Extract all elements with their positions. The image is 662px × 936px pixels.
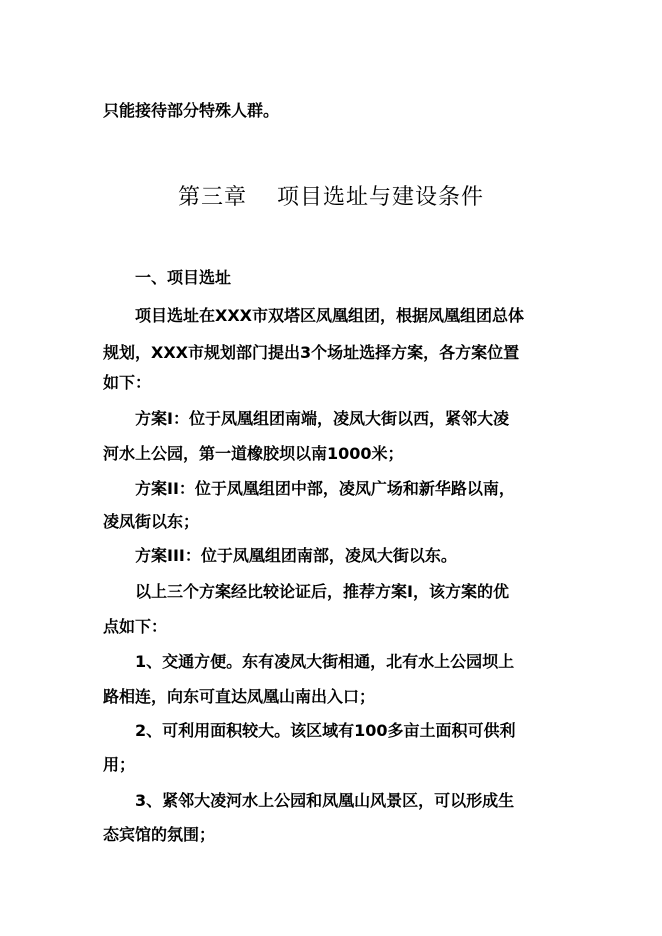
paragraph-line: 态宾馆的氛围； [103,825,216,844]
paragraph-line: 项目选址在XXX市双塔区凤凰组团，根据凤凰组团总体 [135,306,525,325]
paragraph-line: 方案I：位于凤凰组团南端，凌凤大街以西，紧邻大凌 [135,409,509,428]
paragraph-line: 方案II：位于凤凰组团中部，凌凤广场和新华路以南， [135,479,515,498]
paragraph-line: 3、紧邻大凌河水上公园和凤凰山风景区，可以形成生 [135,791,515,810]
paragraph-line: 方案III：位于凤凰组团南部，凌凤大街以东。 [135,546,457,565]
chapter-title [0,184,662,212]
paragraph-line: 路相连，向东可直达凤凰山南出入口； [103,687,376,706]
paragraph-line: 1、交通方便。东有凌凤大街相通，北有水上公园坝上 [135,652,515,671]
top-fragment-line: 只能接待部分特殊人群。 [103,101,280,120]
paragraph-line: 用； [103,755,136,774]
paragraph-line: 以上三个方案经比较论证后，推荐方案I，该方案的优 [135,582,509,601]
section-heading: 一、项目选址 [135,268,232,287]
paragraph-line: 规划，XXX市规划部门提出3个场址选择方案，各方案位置 [103,343,520,362]
paragraph-line: 如下： [103,373,152,392]
paragraph-line: 河水上公园，第一道橡胶坝以南1000米； [103,444,404,463]
chapter-title-text: 项目选址与建设条件 [277,185,485,210]
chapter-number: 第三章 [177,185,247,210]
paragraph-line: 点如下： [103,617,168,636]
paragraph-line: 2、可利用面积较大。该区域有100多亩土面积可供利 [135,721,516,740]
paragraph-line: 凌凤街以东； [103,512,200,531]
